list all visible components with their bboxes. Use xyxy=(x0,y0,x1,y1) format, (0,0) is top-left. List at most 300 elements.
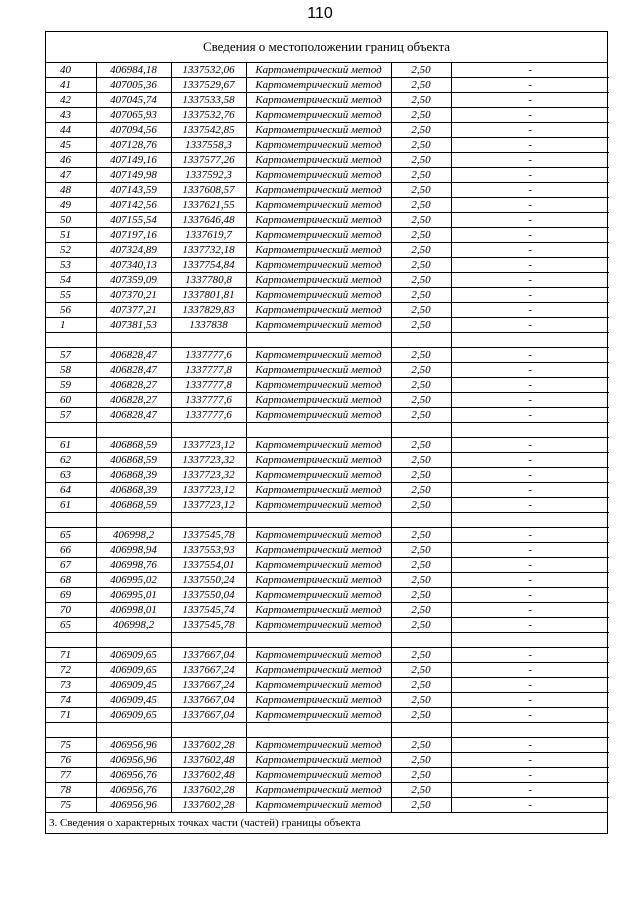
table-row xyxy=(46,108,609,123)
x-coordinate-cell: 406998,94 xyxy=(96,543,171,558)
method-cell: Картометрический метод xyxy=(246,168,391,183)
description-cell: - xyxy=(451,228,609,243)
point-number-cell: 58 xyxy=(46,363,96,378)
x-coordinate-cell: 406828,27 xyxy=(96,393,171,408)
method-cell: Картометрический метод xyxy=(246,63,391,78)
y-coordinate-cell: 1337777,8 xyxy=(171,378,246,393)
table-row xyxy=(46,573,609,588)
point-number-cell: 55 xyxy=(46,288,96,303)
method-cell: Картометрический метод xyxy=(246,183,391,198)
accuracy-cell: 2,50 xyxy=(391,123,451,138)
accuracy-cell: 2,50 xyxy=(391,303,451,318)
y-coordinate-cell: 1337777,8 xyxy=(171,363,246,378)
x-coordinate-cell: 406998,2 xyxy=(96,528,171,543)
table-row xyxy=(46,363,609,378)
group-separator xyxy=(46,423,609,438)
empty-cell xyxy=(391,723,451,738)
point-number-cell: 61 xyxy=(46,498,96,513)
accuracy-cell: 2,50 xyxy=(391,228,451,243)
y-coordinate-cell: 1337667,04 xyxy=(171,693,246,708)
point-number-cell: 70 xyxy=(46,603,96,618)
point-number-cell: 48 xyxy=(46,183,96,198)
accuracy-cell: 2,50 xyxy=(391,483,451,498)
boundary-sheet xyxy=(45,31,608,834)
table-row xyxy=(46,78,609,93)
y-coordinate-cell: 1337667,04 xyxy=(171,648,246,663)
table-row xyxy=(46,798,609,813)
accuracy-cell: 2,50 xyxy=(391,78,451,93)
method-cell: Картометрический метод xyxy=(246,318,391,333)
x-coordinate-cell: 407005,36 xyxy=(96,78,171,93)
x-coordinate-cell: 406909,65 xyxy=(96,648,171,663)
table-row xyxy=(46,228,609,243)
x-coordinate-cell: 406828,47 xyxy=(96,363,171,378)
accuracy-cell: 2,50 xyxy=(391,288,451,303)
table-row xyxy=(46,468,609,483)
point-number-cell: 71 xyxy=(46,708,96,723)
description-cell: - xyxy=(451,258,609,273)
empty-cell xyxy=(246,423,391,438)
table-row xyxy=(46,288,609,303)
empty-cell xyxy=(246,513,391,528)
point-number-cell: 67 xyxy=(46,558,96,573)
description-cell: - xyxy=(451,153,609,168)
description-cell: - xyxy=(451,318,609,333)
table-row xyxy=(46,153,609,168)
group-separator xyxy=(46,513,609,528)
point-number-cell: 64 xyxy=(46,483,96,498)
x-coordinate-cell: 407381,53 xyxy=(96,318,171,333)
point-number-cell: 73 xyxy=(46,678,96,693)
point-number-cell: 65 xyxy=(46,618,96,633)
empty-cell xyxy=(46,633,96,648)
x-coordinate-cell: 406956,96 xyxy=(96,738,171,753)
method-cell: Картометрический метод xyxy=(246,453,391,468)
description-cell: - xyxy=(451,798,609,813)
empty-cell xyxy=(391,333,451,348)
description-cell: - xyxy=(451,738,609,753)
y-coordinate-cell: 1337780,8 xyxy=(171,273,246,288)
empty-cell xyxy=(171,723,246,738)
method-cell: Картометрический метод xyxy=(246,768,391,783)
description-cell: - xyxy=(451,78,609,93)
description-cell: - xyxy=(451,753,609,768)
point-number-cell: 78 xyxy=(46,783,96,798)
accuracy-cell: 2,50 xyxy=(391,603,451,618)
point-number-cell: 72 xyxy=(46,663,96,678)
description-cell: - xyxy=(451,348,609,363)
x-coordinate-cell: 406868,39 xyxy=(96,468,171,483)
y-coordinate-cell: 1337553,93 xyxy=(171,543,246,558)
empty-cell xyxy=(391,513,451,528)
table-row xyxy=(46,498,609,513)
x-coordinate-cell: 407340,13 xyxy=(96,258,171,273)
y-coordinate-cell: 1337602,28 xyxy=(171,738,246,753)
description-cell: - xyxy=(451,603,609,618)
method-cell: Картометрический метод xyxy=(246,123,391,138)
accuracy-cell: 2,50 xyxy=(391,318,451,333)
x-coordinate-cell: 407045,74 xyxy=(96,93,171,108)
method-cell: Картометрический метод xyxy=(246,468,391,483)
method-cell: Картометрический метод xyxy=(246,408,391,423)
accuracy-cell: 2,50 xyxy=(391,678,451,693)
description-cell: - xyxy=(451,198,609,213)
method-cell: Картометрический метод xyxy=(246,348,391,363)
y-coordinate-cell: 1337602,48 xyxy=(171,768,246,783)
x-coordinate-cell: 407128,76 xyxy=(96,138,171,153)
description-cell: - xyxy=(451,63,609,78)
empty-cell xyxy=(46,333,96,348)
method-cell: Картометрический метод xyxy=(246,228,391,243)
empty-cell xyxy=(171,513,246,528)
x-coordinate-cell: 407155,54 xyxy=(96,213,171,228)
table-row xyxy=(46,483,609,498)
point-number-cell: 46 xyxy=(46,153,96,168)
method-cell: Картометрический метод xyxy=(246,783,391,798)
x-coordinate-cell: 406828,47 xyxy=(96,408,171,423)
y-coordinate-cell: 1337777,6 xyxy=(171,408,246,423)
point-number-cell: 63 xyxy=(46,468,96,483)
point-number-cell: 54 xyxy=(46,273,96,288)
table-row xyxy=(46,618,609,633)
y-coordinate-cell: 1337838 xyxy=(171,318,246,333)
y-coordinate-cell: 1337608,57 xyxy=(171,183,246,198)
table-row xyxy=(46,558,609,573)
accuracy-cell: 2,50 xyxy=(391,768,451,783)
table-row xyxy=(46,63,609,78)
empty-cell xyxy=(46,723,96,738)
accuracy-cell: 2,50 xyxy=(391,693,451,708)
y-coordinate-cell: 1337532,06 xyxy=(171,63,246,78)
accuracy-cell: 2,50 xyxy=(391,363,451,378)
accuracy-cell: 2,50 xyxy=(391,588,451,603)
point-number-cell: 51 xyxy=(46,228,96,243)
accuracy-cell: 2,50 xyxy=(391,108,451,123)
y-coordinate-cell: 1337558,3 xyxy=(171,138,246,153)
description-cell: - xyxy=(451,483,609,498)
y-coordinate-cell: 1337621,55 xyxy=(171,198,246,213)
y-coordinate-cell: 1337533,58 xyxy=(171,93,246,108)
method-cell: Картометрический метод xyxy=(246,93,391,108)
x-coordinate-cell: 406956,76 xyxy=(96,768,171,783)
y-coordinate-cell: 1337532,76 xyxy=(171,108,246,123)
x-coordinate-cell: 406828,27 xyxy=(96,378,171,393)
point-number-cell: 71 xyxy=(46,648,96,663)
table-row xyxy=(46,588,609,603)
y-coordinate-cell: 1337542,85 xyxy=(171,123,246,138)
group-separator xyxy=(46,723,609,738)
description-cell: - xyxy=(451,573,609,588)
group-separator xyxy=(46,633,609,648)
method-cell: Картометрический метод xyxy=(246,528,391,543)
table-row xyxy=(46,543,609,558)
table-row xyxy=(46,168,609,183)
method-cell: Картометрический метод xyxy=(246,648,391,663)
point-number-cell: 43 xyxy=(46,108,96,123)
accuracy-cell: 2,50 xyxy=(391,408,451,423)
point-number-cell: 61 xyxy=(46,438,96,453)
x-coordinate-cell: 406868,59 xyxy=(96,453,171,468)
point-number-cell: 57 xyxy=(46,348,96,363)
method-cell: Картометрический метод xyxy=(246,708,391,723)
x-coordinate-cell: 406956,96 xyxy=(96,798,171,813)
description-cell: - xyxy=(451,468,609,483)
y-coordinate-cell: 1337602,28 xyxy=(171,798,246,813)
y-coordinate-cell: 1337529,67 xyxy=(171,78,246,93)
point-number-cell: 56 xyxy=(46,303,96,318)
description-cell: - xyxy=(451,288,609,303)
table-row xyxy=(46,198,609,213)
point-number-cell: 57 xyxy=(46,408,96,423)
table-row xyxy=(46,258,609,273)
y-coordinate-cell: 1337602,48 xyxy=(171,753,246,768)
table-row xyxy=(46,678,609,693)
method-cell: Картометрический метод xyxy=(246,438,391,453)
method-cell: Картометрический метод xyxy=(246,138,391,153)
empty-cell xyxy=(96,333,171,348)
y-coordinate-cell: 1337667,24 xyxy=(171,663,246,678)
y-coordinate-cell: 1337577,26 xyxy=(171,153,246,168)
point-number-cell: 41 xyxy=(46,78,96,93)
y-coordinate-cell: 1337545,74 xyxy=(171,603,246,618)
table-row xyxy=(46,393,609,408)
table-row xyxy=(46,693,609,708)
method-cell: Картометрический метод xyxy=(246,78,391,93)
x-coordinate-cell: 407143,59 xyxy=(96,183,171,198)
point-number-cell: 50 xyxy=(46,213,96,228)
x-coordinate-cell: 406984,18 xyxy=(96,63,171,78)
accuracy-cell: 2,50 xyxy=(391,648,451,663)
accuracy-cell: 2,50 xyxy=(391,528,451,543)
sheet-title: Сведения о местоположении границ объекта xyxy=(46,32,607,63)
point-number-cell: 59 xyxy=(46,378,96,393)
method-cell: Картометрический метод xyxy=(246,738,391,753)
method-cell: Картометрический метод xyxy=(246,543,391,558)
description-cell: - xyxy=(451,588,609,603)
table-row xyxy=(46,708,609,723)
coordinates-table-body xyxy=(46,63,609,812)
accuracy-cell: 2,50 xyxy=(391,438,451,453)
table-row xyxy=(46,93,609,108)
section-caption: 3. Сведения о характерных точках части (частей) границы объекта xyxy=(46,812,607,833)
table-row xyxy=(46,303,609,318)
accuracy-cell: 2,50 xyxy=(391,558,451,573)
empty-cell xyxy=(96,723,171,738)
y-coordinate-cell: 1337777,6 xyxy=(171,393,246,408)
x-coordinate-cell: 406828,47 xyxy=(96,348,171,363)
method-cell: Картометрический метод xyxy=(246,198,391,213)
point-number-cell: 1 xyxy=(46,318,96,333)
accuracy-cell: 2,50 xyxy=(391,93,451,108)
empty-cell xyxy=(96,633,171,648)
accuracy-cell: 2,50 xyxy=(391,708,451,723)
description-cell: - xyxy=(451,678,609,693)
method-cell: Картометрический метод xyxy=(246,258,391,273)
accuracy-cell: 2,50 xyxy=(391,183,451,198)
method-cell: Картометрический метод xyxy=(246,618,391,633)
table-row xyxy=(46,753,609,768)
empty-cell xyxy=(451,633,609,648)
table-row xyxy=(46,438,609,453)
table-row xyxy=(46,528,609,543)
point-number-cell: 40 xyxy=(46,63,96,78)
x-coordinate-cell: 406995,01 xyxy=(96,588,171,603)
accuracy-cell: 2,50 xyxy=(391,198,451,213)
method-cell: Картометрический метод xyxy=(246,108,391,123)
method-cell: Картометрический метод xyxy=(246,153,391,168)
description-cell: - xyxy=(451,363,609,378)
x-coordinate-cell: 406998,2 xyxy=(96,618,171,633)
table-row xyxy=(46,213,609,228)
table-row xyxy=(46,243,609,258)
x-coordinate-cell: 407094,56 xyxy=(96,123,171,138)
y-coordinate-cell: 1337723,12 xyxy=(171,438,246,453)
table-row xyxy=(46,378,609,393)
empty-cell xyxy=(246,633,391,648)
y-coordinate-cell: 1337732,18 xyxy=(171,243,246,258)
empty-cell xyxy=(46,423,96,438)
accuracy-cell: 2,50 xyxy=(391,783,451,798)
method-cell: Картометрический метод xyxy=(246,363,391,378)
x-coordinate-cell: 407324,89 xyxy=(96,243,171,258)
method-cell: Картометрический метод xyxy=(246,753,391,768)
description-cell: - xyxy=(451,393,609,408)
method-cell: Картометрический метод xyxy=(246,303,391,318)
description-cell: - xyxy=(451,783,609,798)
empty-cell xyxy=(451,423,609,438)
coordinates-table xyxy=(46,63,609,812)
method-cell: Картометрический метод xyxy=(246,603,391,618)
description-cell: - xyxy=(451,543,609,558)
method-cell: Картометрический метод xyxy=(246,273,391,288)
accuracy-cell: 2,50 xyxy=(391,753,451,768)
description-cell: - xyxy=(451,213,609,228)
y-coordinate-cell: 1337801,81 xyxy=(171,288,246,303)
description-cell: - xyxy=(451,558,609,573)
y-coordinate-cell: 1337777,6 xyxy=(171,348,246,363)
accuracy-cell: 2,50 xyxy=(391,258,451,273)
point-number-cell: 53 xyxy=(46,258,96,273)
point-number-cell: 42 xyxy=(46,93,96,108)
point-number-cell: 75 xyxy=(46,798,96,813)
method-cell: Картометрический метод xyxy=(246,393,391,408)
method-cell: Картометрический метод xyxy=(246,483,391,498)
table-row xyxy=(46,318,609,333)
description-cell: - xyxy=(451,408,609,423)
description-cell: - xyxy=(451,378,609,393)
empty-cell xyxy=(171,423,246,438)
y-coordinate-cell: 1337619,7 xyxy=(171,228,246,243)
y-coordinate-cell: 1337667,24 xyxy=(171,678,246,693)
y-coordinate-cell: 1337667,04 xyxy=(171,708,246,723)
table-row xyxy=(46,783,609,798)
description-cell: - xyxy=(451,168,609,183)
x-coordinate-cell: 406998,01 xyxy=(96,603,171,618)
group-separator xyxy=(46,333,609,348)
description-cell: - xyxy=(451,528,609,543)
table-row xyxy=(46,408,609,423)
description-cell: - xyxy=(451,648,609,663)
description-cell: - xyxy=(451,768,609,783)
empty-cell xyxy=(246,723,391,738)
x-coordinate-cell: 406956,96 xyxy=(96,753,171,768)
accuracy-cell: 2,50 xyxy=(391,618,451,633)
point-number-cell: 68 xyxy=(46,573,96,588)
x-coordinate-cell: 406868,59 xyxy=(96,498,171,513)
point-number-cell: 65 xyxy=(46,528,96,543)
accuracy-cell: 2,50 xyxy=(391,573,451,588)
x-coordinate-cell: 406998,76 xyxy=(96,558,171,573)
accuracy-cell: 2,50 xyxy=(391,468,451,483)
page-number: 110 xyxy=(307,5,333,22)
x-coordinate-cell: 406995,02 xyxy=(96,573,171,588)
point-number-cell: 52 xyxy=(46,243,96,258)
y-coordinate-cell: 1337723,32 xyxy=(171,453,246,468)
table-row xyxy=(46,123,609,138)
y-coordinate-cell: 1337550,24 xyxy=(171,573,246,588)
y-coordinate-cell: 1337592,3 xyxy=(171,168,246,183)
empty-cell xyxy=(246,333,391,348)
accuracy-cell: 2,50 xyxy=(391,63,451,78)
y-coordinate-cell: 1337545,78 xyxy=(171,618,246,633)
table-row xyxy=(46,453,609,468)
y-coordinate-cell: 1337723,12 xyxy=(171,483,246,498)
x-coordinate-cell: 406868,59 xyxy=(96,438,171,453)
y-coordinate-cell: 1337723,12 xyxy=(171,498,246,513)
empty-cell xyxy=(171,633,246,648)
empty-cell xyxy=(451,723,609,738)
accuracy-cell: 2,50 xyxy=(391,498,451,513)
x-coordinate-cell: 406909,65 xyxy=(96,663,171,678)
accuracy-cell: 2,50 xyxy=(391,213,451,228)
x-coordinate-cell: 406868,39 xyxy=(96,483,171,498)
table-row xyxy=(46,138,609,153)
description-cell: - xyxy=(451,303,609,318)
x-coordinate-cell: 407197,16 xyxy=(96,228,171,243)
y-coordinate-cell: 1337829,83 xyxy=(171,303,246,318)
description-cell: - xyxy=(451,183,609,198)
point-number-cell: 66 xyxy=(46,543,96,558)
method-cell: Картометрический метод xyxy=(246,288,391,303)
y-coordinate-cell: 1337646,48 xyxy=(171,213,246,228)
description-cell: - xyxy=(451,108,609,123)
accuracy-cell: 2,50 xyxy=(391,348,451,363)
y-coordinate-cell: 1337554,01 xyxy=(171,558,246,573)
point-number-cell: 45 xyxy=(46,138,96,153)
x-coordinate-cell: 407149,98 xyxy=(96,168,171,183)
empty-cell xyxy=(391,633,451,648)
accuracy-cell: 2,50 xyxy=(391,663,451,678)
description-cell: - xyxy=(451,138,609,153)
empty-cell xyxy=(451,333,609,348)
method-cell: Картометрический метод xyxy=(246,693,391,708)
description-cell: - xyxy=(451,453,609,468)
method-cell: Картометрический метод xyxy=(246,558,391,573)
table-row xyxy=(46,648,609,663)
table-row xyxy=(46,663,609,678)
description-cell: - xyxy=(451,273,609,288)
method-cell: Картометрический метод xyxy=(246,678,391,693)
accuracy-cell: 2,50 xyxy=(391,153,451,168)
method-cell: Картометрический метод xyxy=(246,573,391,588)
x-coordinate-cell: 407142,56 xyxy=(96,198,171,213)
point-number-cell: 60 xyxy=(46,393,96,408)
accuracy-cell: 2,50 xyxy=(391,273,451,288)
point-number-cell: 69 xyxy=(46,588,96,603)
method-cell: Картометрический метод xyxy=(246,213,391,228)
table-row xyxy=(46,603,609,618)
accuracy-cell: 2,50 xyxy=(391,393,451,408)
